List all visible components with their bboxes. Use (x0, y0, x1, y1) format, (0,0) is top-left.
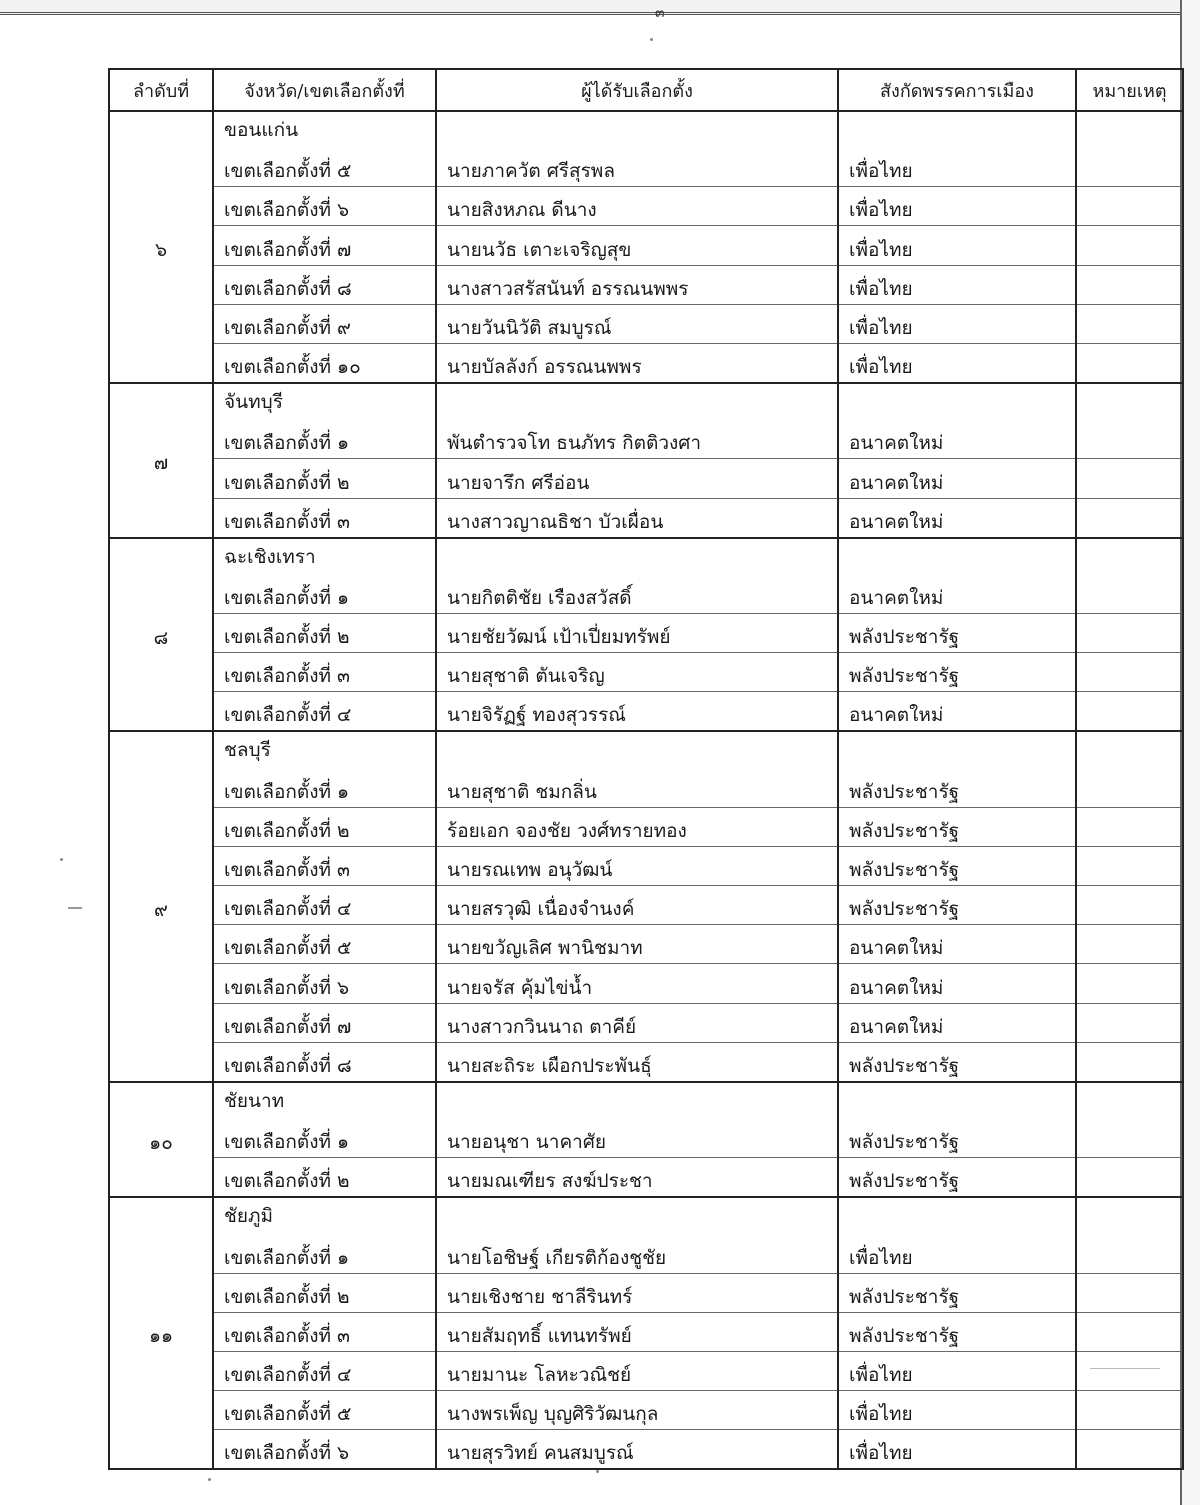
note-cell (1076, 343, 1183, 383)
district-cell: เขตเลือกตั้งที่ ๓ (213, 653, 436, 692)
district-cell: เขตเลือกตั้งที่ ๓ (213, 846, 436, 885)
district-cell: เขตเลือกตั้งที่ ๒ (213, 807, 436, 846)
district-cell: เขตเลือกตั้งที่ ๒ (213, 613, 436, 652)
name-cell: นายจรัส คุ้มไข่น้ำ (436, 964, 838, 1003)
name-cell: นางสาวญาณธิชา บัวเผื่อน (436, 498, 838, 538)
province-name: ฉะเชิงเทรา (213, 538, 436, 575)
note-cell (1076, 1119, 1183, 1158)
note-cell (1076, 265, 1183, 304)
table-row (109, 1042, 1183, 1082)
province-name: ขอนแก่น (213, 111, 436, 148)
order-number: ๖ (109, 111, 213, 383)
party-cell: อนาคตใหม่ (838, 692, 1076, 732)
name-cell: นายจารึก ศรีอ่อน (436, 459, 838, 498)
province-row (109, 111, 1183, 148)
table-row (109, 343, 1183, 383)
note-cell (1076, 498, 1183, 538)
election-results-table (108, 68, 1184, 1470)
note-cell (1076, 1273, 1183, 1312)
party-cell: พลังประชารัฐ (838, 653, 1076, 692)
name-cell: นายมณเฑียร สงฆ์ประชา (436, 1158, 838, 1198)
party-cell: อนาคตใหม่ (838, 420, 1076, 459)
district-cell: เขตเลือกตั้งที่ ๗ (213, 1003, 436, 1042)
party-cell: เพื่อไทย (838, 304, 1076, 343)
party-cell: อนาคตใหม่ (838, 964, 1076, 1003)
district-cell: เขตเลือกตั้งที่ ๖ (213, 187, 436, 226)
scan-speck (60, 858, 63, 861)
name-cell: นายนวัธ เตาะเจริญสุข (436, 226, 838, 265)
table-body (109, 111, 1183, 1469)
table-row (109, 1430, 1183, 1470)
table-row (109, 226, 1183, 265)
district-cell: เขตเลือกตั้งที่ ๕ (213, 1391, 436, 1430)
empty-party-cell (838, 1082, 1076, 1119)
name-cell: นายสุชาติ ชมกลิ่น (436, 768, 838, 807)
district-cell: เขตเลือกตั้งที่ ๔ (213, 886, 436, 925)
note-cell (1076, 459, 1183, 498)
scan-top-edge (0, 0, 1180, 15)
party-cell: เพื่อไทย (838, 226, 1076, 265)
table-row (109, 964, 1183, 1003)
note-cell (1076, 653, 1183, 692)
scan-speck (596, 1470, 599, 1473)
party-cell: พลังประชารัฐ (838, 1158, 1076, 1198)
name-cell: พันตำรวจโท ธนภัทร กิตติวงศา (436, 420, 838, 459)
party-cell: อนาคตใหม่ (838, 575, 1076, 614)
table-row (109, 613, 1183, 652)
note-cell (1076, 187, 1183, 226)
note-cell (1076, 1391, 1183, 1430)
party-cell: เพื่อไทย (838, 187, 1076, 226)
name-cell: นางพรเพ็ญ บุญศิริวัฒนกุล (436, 1391, 838, 1430)
empty-party-cell (838, 538, 1076, 575)
district-cell: เขตเลือกตั้งที่ ๑ (213, 1234, 436, 1273)
empty-note-cell (1076, 538, 1183, 575)
name-cell: นางสาวสรัสนันท์ อรรณนพพร (436, 265, 838, 304)
district-cell: เขตเลือกตั้งที่ ๒ (213, 459, 436, 498)
party-cell: พลังประชารัฐ (838, 1273, 1076, 1312)
table-row (109, 692, 1183, 732)
province-name: จันทบุรี (213, 383, 436, 420)
note-cell (1076, 148, 1183, 187)
name-cell: นายสุรวิทย์ คนสมบูรณ์ (436, 1430, 838, 1470)
order-number: ๘ (109, 538, 213, 732)
name-cell: นางสาวกวินนาถ ตาคีย์ (436, 1003, 838, 1042)
district-cell: เขตเลือกตั้งที่ ๘ (213, 1042, 436, 1082)
empty-note-cell (1076, 1197, 1183, 1234)
table-row (109, 807, 1183, 846)
table-header-row (109, 69, 1183, 111)
empty-note-cell (1076, 731, 1183, 768)
table-row (109, 304, 1183, 343)
note-cell (1076, 226, 1183, 265)
province-row (109, 1082, 1183, 1119)
name-cell: นายสัมฤทธิ์ แทนทรัพย์ (436, 1312, 838, 1351)
table-row (109, 1351, 1183, 1390)
order-number: ๑๐ (109, 1082, 213, 1197)
name-cell: นายกิตติชัย เรืองสวัสดิ์ (436, 575, 838, 614)
order-number: ๙ (109, 731, 213, 1082)
province-row (109, 538, 1183, 575)
district-cell: เขตเลือกตั้งที่ ๒ (213, 1158, 436, 1198)
scan-speck (650, 38, 653, 41)
table-row (109, 187, 1183, 226)
party-cell: เพื่อไทย (838, 265, 1076, 304)
table-row (109, 768, 1183, 807)
empty-name-cell (436, 383, 838, 420)
party-cell: เพื่อไทย (838, 1430, 1076, 1470)
order-number: ๗ (109, 383, 213, 538)
page-mark: ๓ (655, 5, 665, 21)
order-number: ๑๑ (109, 1197, 213, 1469)
note-cell (1076, 1234, 1183, 1273)
province-name: ชลบุรี (213, 731, 436, 768)
note-cell (1076, 692, 1183, 732)
name-cell: นายอนุชา นาคาศัย (436, 1119, 838, 1158)
name-cell: นายมานะ โลหะวณิชย์ (436, 1351, 838, 1390)
table-row (109, 1391, 1183, 1430)
province-row (109, 1197, 1183, 1234)
district-cell: เขตเลือกตั้งที่ ๗ (213, 226, 436, 265)
district-cell: เขตเลือกตั้งที่ ๓ (213, 498, 436, 538)
scan-dash (68, 907, 82, 909)
district-cell: เขตเลือกตั้งที่ ๑๐ (213, 343, 436, 383)
note-cell (1076, 925, 1183, 964)
name-cell: นายสะถิระ เผือกประพันธุ์ (436, 1042, 838, 1082)
note-cell (1076, 1158, 1183, 1198)
party-cell: พลังประชารัฐ (838, 1312, 1076, 1351)
empty-note-cell (1076, 111, 1183, 148)
note-cell (1076, 768, 1183, 807)
table-row (109, 1119, 1183, 1158)
header-order: ลำดับที่ (109, 69, 213, 111)
district-cell: เขตเลือกตั้งที่ ๑ (213, 1119, 436, 1158)
party-cell: เพื่อไทย (838, 1234, 1076, 1273)
party-cell: พลังประชารัฐ (838, 1119, 1076, 1158)
district-cell: เขตเลือกตั้งที่ ๑ (213, 575, 436, 614)
name-cell: นายรณเทพ อนุวัฒน์ (436, 846, 838, 885)
table-row (109, 886, 1183, 925)
district-cell: เขตเลือกตั้งที่ ๓ (213, 1312, 436, 1351)
district-cell: เขตเลือกตั้งที่ ๕ (213, 925, 436, 964)
district-cell: เขตเลือกตั้งที่ ๘ (213, 265, 436, 304)
empty-note-cell (1076, 1082, 1183, 1119)
party-cell: พลังประชารัฐ (838, 807, 1076, 846)
note-cell (1076, 964, 1183, 1003)
name-cell: นายโอชิษฐ์ เกียรติก้องชูชัย (436, 1234, 838, 1273)
note-cell (1076, 1042, 1183, 1082)
party-cell: อนาคตใหม่ (838, 925, 1076, 964)
party-cell: พลังประชารัฐ (838, 768, 1076, 807)
table-row (109, 420, 1183, 459)
party-cell: เพื่อไทย (838, 343, 1076, 383)
district-cell: เขตเลือกตั้งที่ ๕ (213, 148, 436, 187)
party-cell: พลังประชารัฐ (838, 613, 1076, 652)
note-cell (1076, 886, 1183, 925)
note-cell (1076, 1312, 1183, 1351)
table-row (109, 1273, 1183, 1312)
district-cell: เขตเลือกตั้งที่ ๖ (213, 1430, 436, 1470)
header-area: จังหวัด/เขตเลือกตั้งที่ (213, 69, 436, 111)
table-row (109, 1003, 1183, 1042)
name-cell: นายบัลลังก์ อรรณนพพร (436, 343, 838, 383)
name-cell: นายภาควัต ศรีสุรพล (436, 148, 838, 187)
party-cell: เพื่อไทย (838, 1351, 1076, 1390)
empty-note-cell (1076, 383, 1183, 420)
scan-speck (208, 1478, 211, 1481)
district-cell: เขตเลือกตั้งที่ ๒ (213, 1273, 436, 1312)
party-cell: พลังประชารัฐ (838, 886, 1076, 925)
note-cell (1076, 846, 1183, 885)
table-row (109, 265, 1183, 304)
name-cell: นายสรวุฒิ เนื่องจำนงค์ (436, 886, 838, 925)
table-row (109, 1312, 1183, 1351)
name-cell: ร้อยเอก จองชัย วงศ์ทรายทอง (436, 807, 838, 846)
province-name: ชัยภูมิ (213, 1197, 436, 1234)
district-cell: เขตเลือกตั้งที่ ๔ (213, 692, 436, 732)
party-cell: เพื่อไทย (838, 148, 1076, 187)
empty-name-cell (436, 111, 838, 148)
name-cell: นายเชิงชาย ชาลีรินทร์ (436, 1273, 838, 1312)
header-party: สังกัดพรรคการเมือง (838, 69, 1076, 111)
party-cell: อนาคตใหม่ (838, 498, 1076, 538)
name-cell: นายวันนิวัติ สมบูรณ์ (436, 304, 838, 343)
district-cell: เขตเลือกตั้งที่ ๑ (213, 768, 436, 807)
note-cell (1076, 1351, 1183, 1390)
province-row (109, 383, 1183, 420)
table-row (109, 459, 1183, 498)
note-cell (1076, 1430, 1183, 1470)
note-cell (1076, 1003, 1183, 1042)
note-cell (1076, 807, 1183, 846)
empty-name-cell (436, 1082, 838, 1119)
party-cell: เพื่อไทย (838, 1391, 1076, 1430)
name-cell: นายสิงหภณ ดีนาง (436, 187, 838, 226)
province-name: ชัยนาท (213, 1082, 436, 1119)
name-cell: นายชัยวัฒน์ เป้าเปี่ยมทรัพย์ (436, 613, 838, 652)
district-cell: เขตเลือกตั้งที่ ๑ (213, 420, 436, 459)
empty-name-cell (436, 1197, 838, 1234)
party-cell: อนาคตใหม่ (838, 1003, 1076, 1042)
note-cell (1076, 575, 1183, 614)
table-row (109, 498, 1183, 538)
table-row (109, 1234, 1183, 1273)
name-cell: นายขวัญเลิศ พานิชมาท (436, 925, 838, 964)
party-cell: พลังประชารัฐ (838, 1042, 1076, 1082)
empty-party-cell (838, 383, 1076, 420)
header-note: หมายเหตุ (1076, 69, 1183, 111)
district-cell: เขตเลือกตั้งที่ ๖ (213, 964, 436, 1003)
table-row (109, 925, 1183, 964)
table-row (109, 575, 1183, 614)
note-cell (1076, 613, 1183, 652)
empty-party-cell (838, 731, 1076, 768)
name-cell: นายสุชาติ ตันเจริญ (436, 653, 838, 692)
district-cell: เขตเลือกตั้งที่ ๙ (213, 304, 436, 343)
empty-name-cell (436, 731, 838, 768)
empty-party-cell (838, 111, 1076, 148)
empty-party-cell (838, 1197, 1076, 1234)
party-cell: อนาคตใหม่ (838, 459, 1076, 498)
note-cell (1076, 420, 1183, 459)
table-row (109, 653, 1183, 692)
table-row (109, 148, 1183, 187)
table-row (109, 1158, 1183, 1198)
empty-name-cell (436, 538, 838, 575)
district-cell: เขตเลือกตั้งที่ ๔ (213, 1351, 436, 1390)
table-row (109, 846, 1183, 885)
name-cell: นายจิรัฏฐ์ ทองสุวรรณ์ (436, 692, 838, 732)
province-row (109, 731, 1183, 768)
note-cell (1076, 304, 1183, 343)
header-elected: ผู้ได้รับเลือกตั้ง (436, 69, 838, 111)
party-cell: พลังประชารัฐ (838, 846, 1076, 885)
